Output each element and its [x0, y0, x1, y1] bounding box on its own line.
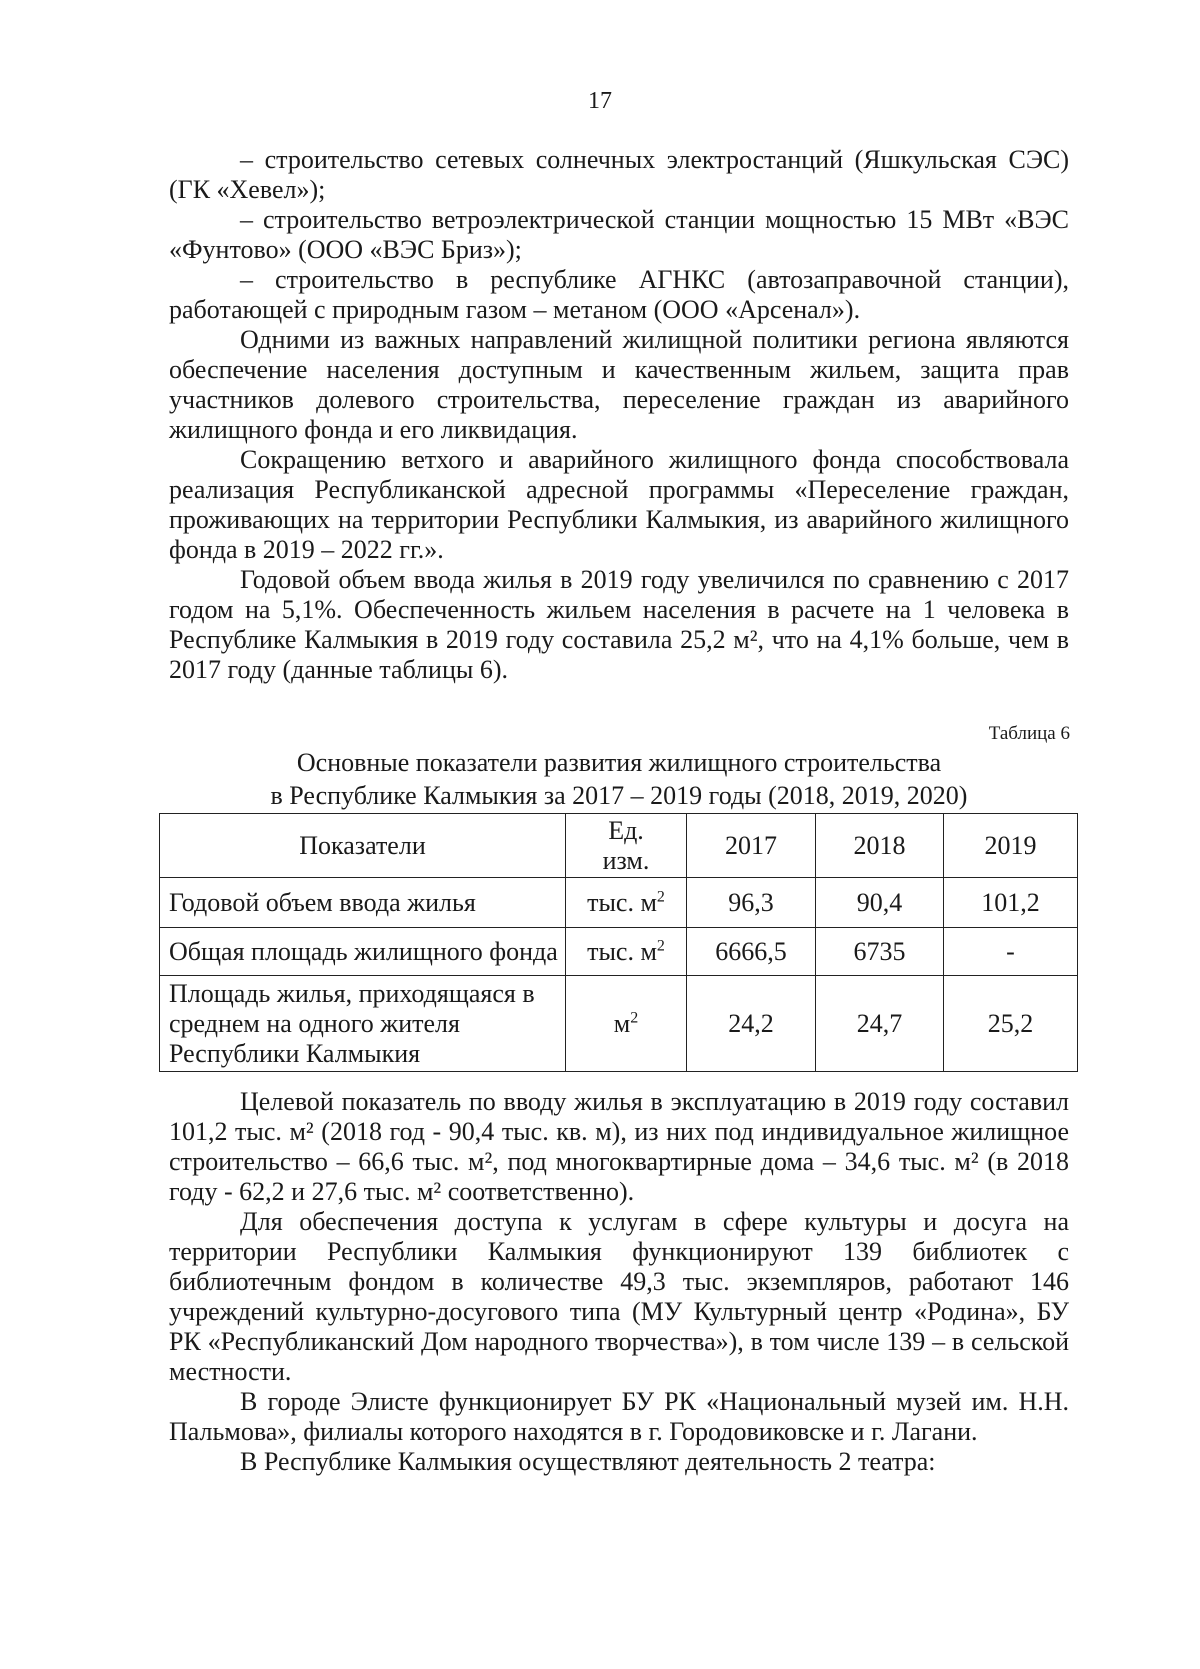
- cell-2018: 6735: [816, 928, 944, 976]
- paragraph-museum: В городе Элисте функционирует БУ РК «Национальный музей им. Н.Н. Пальмова», филиалы которого находятся в г. Городовиковске и г. Лагани.: [169, 1387, 1069, 1446]
- unit-superscript: 2: [656, 887, 665, 905]
- paragraph-solar-station: – строительство сетевых солнечных электростанций (Яшкульская СЭС) (ГК «Хевел»);: [169, 145, 1069, 204]
- cell-2018: 24,7: [816, 976, 944, 1072]
- table-header-row: [160, 814, 1078, 878]
- paragraph-housing-policy: Одними из важных направлений жилищной политики региона являются обеспечение населения доступным и качественным жильем, защита прав участников долевого строительства, переселение граждан из аварийного жилищного фонда и его ликвидация.: [169, 325, 1069, 444]
- table-row: [160, 878, 1078, 928]
- cell-2017: 96,3: [687, 878, 816, 928]
- unit-superscript: 2: [656, 936, 665, 954]
- housing-indicators-table: [159, 813, 1078, 1072]
- header-year-2019: 2019: [944, 814, 1078, 878]
- cell-indicator-line-1: Площадь жилья, приходящаяся в: [169, 978, 535, 1008]
- cell-indicator-line-2: среднем на одного жителя: [169, 1008, 460, 1038]
- outro-text: [169, 1087, 1069, 1477]
- cell-indicator: [160, 976, 566, 1072]
- paragraph-target-indicator: Целевой показатель по вводу жилья в эксплуатацию в 2019 году составил 101,2 тыс. м² (2018 год - 90,4 тыс. кв. м), из них под индивидуальное жилищное строительство – 66,6 тыс. м², под многоквартирные дома – 34,6 тыс. м² (в 2018 году - 62,2 и 27,6 тыс. м² соответственно).: [169, 1087, 1069, 1206]
- cell-2019: 101,2: [944, 878, 1078, 928]
- paragraph-resettlement-program: Сокращению ветхого и аварийного жилищного фонда способствовала реализация Республиканской адресной программы «Переселение граждан, проживающих на территории Республики Калмыкия, из аварийного жилищного фонда в 2019 – 2022 гг.».: [169, 445, 1069, 564]
- cell-2017: 6666,5: [687, 928, 816, 976]
- table-caption: [169, 746, 1069, 812]
- header-year-2017: 2017: [687, 814, 816, 878]
- page-number: 17: [588, 88, 612, 114]
- header-unit-line-1: Ед.: [608, 815, 644, 845]
- unit-superscript: 2: [630, 1008, 639, 1026]
- table-label: Таблица 6: [988, 723, 1070, 744]
- cell-2018: 90,4: [816, 878, 944, 928]
- intro-text: [169, 145, 1069, 685]
- paragraph-culture-access: Для обеспечения доступа к услугам в сфере культуры и досуга на территории Республики Калмыкия функционируют 139 библиотек с библиотечным фондом в количестве 49,3 тыс. экземпляров, работают 146 учреждений культурно-досугового типа (МУ Культурный центр «Родина», БУ РК «Республиканский Дом народного творчества»), в том числе 139 – в сельской местности.: [169, 1207, 1069, 1386]
- header-unit-line-2: изм.: [602, 845, 650, 875]
- table-caption-line-2: в Республике Калмыкия за 2017 – 2019 годы (2018, 2019, 2020): [270, 781, 968, 810]
- header-year-2018: 2018: [816, 814, 944, 878]
- header-unit: [566, 814, 687, 878]
- cell-2019: -: [944, 928, 1078, 976]
- paragraph-housing-volume: Годовой объем ввода жилья в 2019 году увеличился по сравнению с 2017 годом на 5,1%. Обеспеченность жильем населения в расчете на 1 человека в Республике Калмыкия в 2019 году составила 25,2 м², что на 4,1% больше, чем в 2017 году (данные таблицы 6).: [169, 565, 1069, 684]
- cell-indicator: Годовой объем ввода жилья: [160, 878, 566, 928]
- paragraph-theatres: В Республике Калмыкия осуществляют деятельность 2 театра:: [240, 1447, 936, 1476]
- unit-base: тыс. м: [587, 887, 657, 917]
- paragraph-gas-station: – строительство в республике АГНКС (автозаправочной станции), работающей с природным газом – метаном (ООО «Арсенал»).: [169, 265, 1069, 324]
- unit-base: м: [613, 1008, 631, 1038]
- header-indicator: Показатели: [160, 814, 566, 878]
- table-row: [160, 976, 1078, 1072]
- cell-unit: [566, 976, 687, 1072]
- cell-unit: [566, 928, 687, 976]
- cell-unit: [566, 878, 687, 928]
- unit-base: тыс. м: [587, 936, 657, 966]
- paragraph-wind-station: – строительство ветроэлектрической станции мощностью 15 МВт «ВЭС «Фунтово» (ООО «ВЭС Бриз»);: [169, 205, 1069, 264]
- cell-2017: 24,2: [687, 976, 816, 1072]
- table-caption-line-1: Основные показатели развития жилищного строительства: [296, 748, 942, 777]
- cell-2019: 25,2: [944, 976, 1078, 1072]
- table-row: [160, 928, 1078, 976]
- cell-indicator: Общая площадь жилищного фонда: [160, 928, 566, 976]
- cell-indicator-line-3: Республики Калмыкия: [169, 1038, 421, 1068]
